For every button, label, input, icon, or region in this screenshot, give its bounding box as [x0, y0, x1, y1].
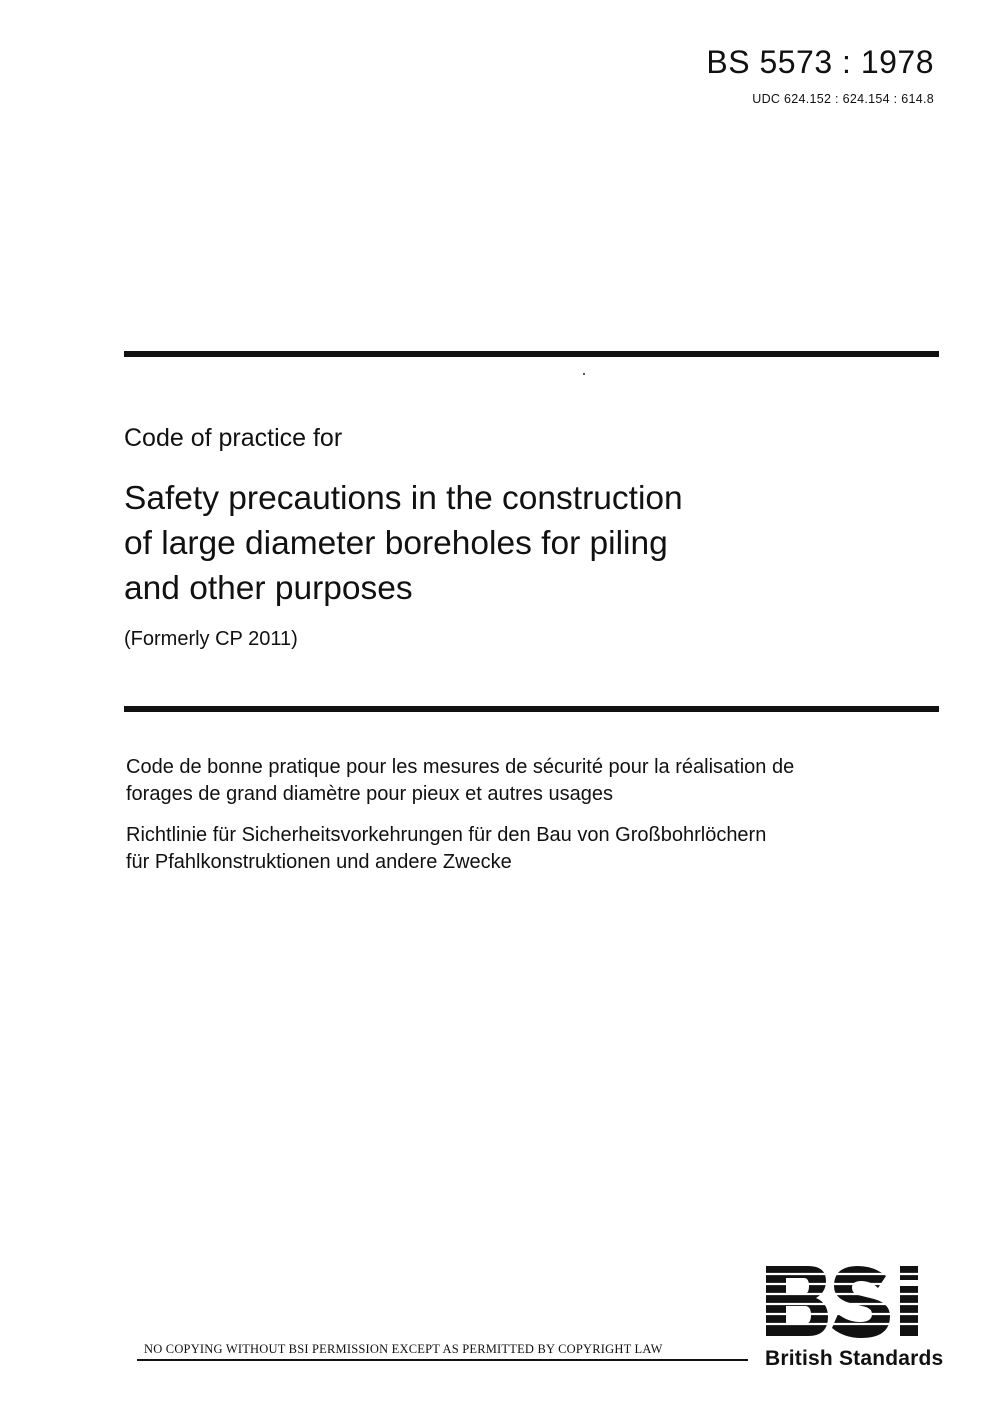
udc-classification: UDC 624.152 : 624.154 : 614.8 [752, 92, 934, 106]
scan-speck [583, 373, 585, 375]
german-title-line-1: Richtlinie für Sicherheitsvorkehrungen für den Bau von Großbohrlöchern [126, 824, 767, 846]
document-type: Code of practice for [124, 424, 343, 452]
french-title-line-2: forages de grand diamètre pour pieux et autres usages [126, 783, 613, 805]
copyright-notice: NO COPYING WITHOUT BSI PERMISSION EXCEPT AS PERMITTED BY COPYRIGHT LAW [144, 1342, 663, 1356]
title-line-3: and other purposes [124, 570, 413, 607]
publisher-name: British Standards [765, 1347, 944, 1370]
document-title [124, 476, 864, 611]
title-line-1: Safety precautions in the construction [124, 480, 683, 517]
french-title [126, 754, 866, 808]
bsi-logo-mark [766, 1266, 918, 1338]
copyright-underline [137, 1359, 748, 1361]
german-title [126, 822, 866, 876]
title-line-2: of large diameter boreholes for piling [124, 525, 668, 562]
formerly-note: (Formerly CP 2011) [124, 628, 298, 650]
middle-divider [124, 706, 939, 712]
german-title-line-2: für Pfahlkonstruktionen und andere Zwecke [126, 851, 512, 873]
standard-number: BS 5573 : 1978 [706, 44, 934, 80]
top-divider [124, 351, 939, 357]
bsi-logo [764, 1262, 944, 1340]
french-title-line-1: Code de bonne pratique pour les mesures de sécurité pour la réalisation de [126, 756, 795, 778]
